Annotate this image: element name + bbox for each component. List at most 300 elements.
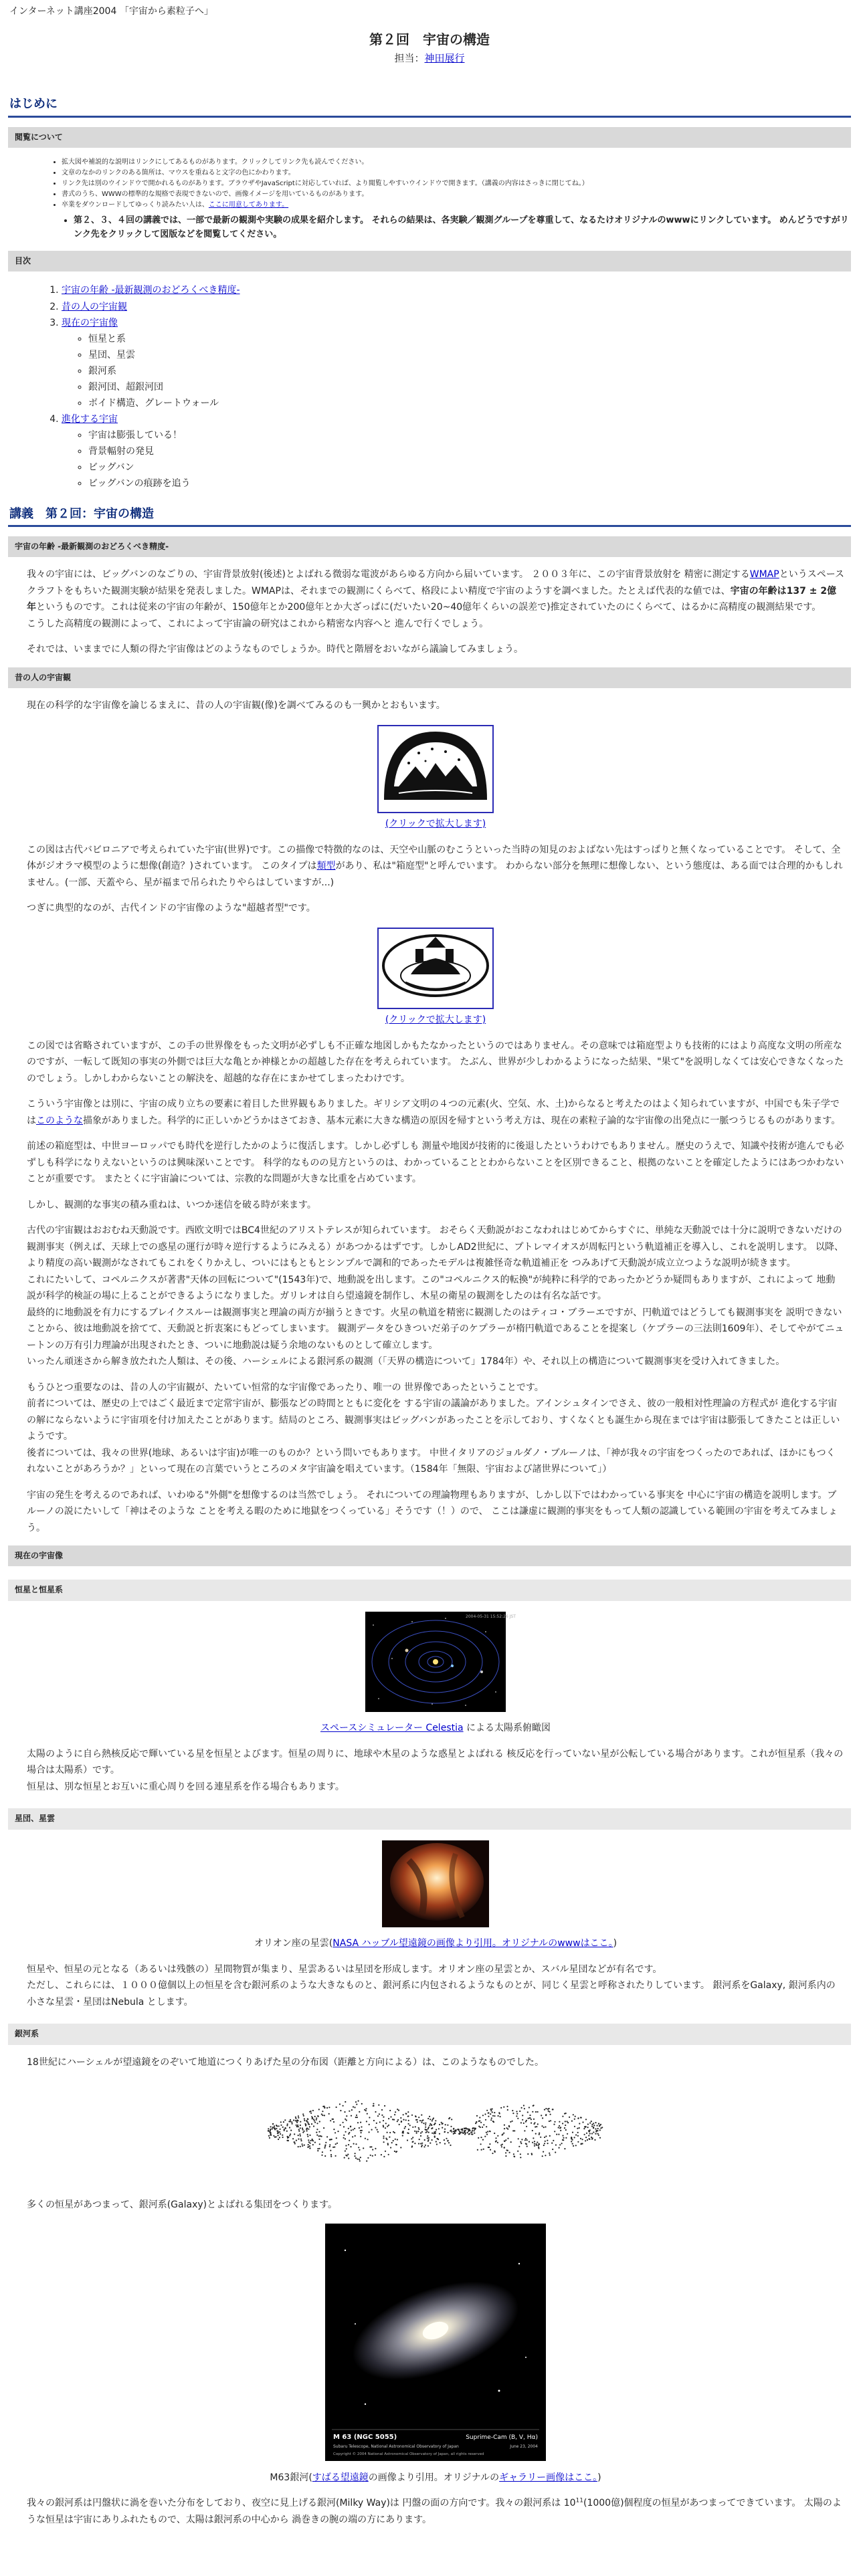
star-dot [526, 2126, 527, 2127]
star-dot [351, 2130, 352, 2131]
herschel-star-map-image [255, 2081, 616, 2181]
star-dot [469, 2130, 470, 2131]
star-dot [324, 2146, 326, 2147]
star-dot [308, 2139, 309, 2141]
star-dot [397, 2121, 398, 2122]
star-dot [369, 2147, 371, 2148]
star-dot [385, 2123, 387, 2124]
star-dot [345, 2139, 346, 2140]
star-dot [330, 2154, 332, 2155]
star-dot [524, 2108, 525, 2109]
section-galaxy [8, 2054, 851, 2529]
star-dot [276, 2137, 277, 2138]
star-dot [330, 2139, 331, 2141]
star-dot [312, 2110, 314, 2111]
star-dot [488, 2113, 489, 2114]
star-dot [298, 2135, 299, 2136]
star-dot [584, 2134, 585, 2135]
star-dot [295, 2117, 296, 2118]
star-dot [316, 2118, 317, 2119]
star-dot [359, 2161, 361, 2162]
star-dot [595, 2133, 596, 2135]
celestia-link[interactable]: スペースシミュレーター Celestia [320, 1723, 464, 1734]
star-dot [543, 2127, 545, 2128]
star-dot [377, 2115, 379, 2117]
star-dot [500, 2145, 502, 2146]
neo-confucian-link[interactable]: このような [36, 1115, 83, 1126]
star-dot [379, 2114, 380, 2115]
star-dot [405, 2126, 406, 2127]
star-dot [488, 2147, 489, 2148]
star-dot [518, 2146, 520, 2147]
toc-item [62, 315, 851, 411]
star-dot [538, 2148, 539, 2149]
star-dot [280, 2129, 281, 2130]
star-dot [437, 2138, 438, 2139]
star-dot [399, 2124, 400, 2125]
star-dot [317, 2148, 318, 2149]
star-dot [364, 2109, 365, 2111]
star-dot [448, 2132, 449, 2133]
section-stars [8, 1612, 851, 1796]
star-dot [308, 2144, 309, 2145]
star-dot [482, 2115, 484, 2116]
lecturer-link[interactable]: 神田展行 [424, 52, 465, 65]
star-dot [292, 2123, 293, 2125]
star-dot [552, 2149, 553, 2150]
star-dot [482, 2139, 484, 2141]
paragraph: それでは、いままでに人類の得た宇宙像はどのようなものでしょうか。時代と階層をおいながら議論してみましょう。 [27, 644, 523, 655]
toc-subitem: ◦ 銀河団、超銀河団 [88, 379, 851, 395]
babylon-world-image [379, 726, 492, 807]
star-dot [395, 2111, 396, 2113]
star-dot [349, 2132, 350, 2133]
star-dot [439, 2124, 440, 2125]
star-dot [597, 2133, 599, 2135]
paragraph: 宇宙の発生を考えるのであれば、いわゆる"外側"を想像するのは当然でしょう。 それについての理論物理もありますが、しかし以下ではわかっている事実を 中心に宇宙の構造を説明します。ブルーノの説にたいして「神はそのような ことを考える暇のために地獄をつくっている」そうです（！）ので、 ここは謙虚に観測的事実をもって人類の認識している範囲の宇宙を考えてみましょう。 [27, 1489, 838, 1533]
wmap-link[interactable]: WMAP [749, 569, 779, 580]
page-title: 第２回 宇宙の構造 [369, 31, 490, 47]
star-dot [494, 2115, 495, 2117]
star-dot [518, 2138, 519, 2139]
star-dot [537, 2111, 539, 2113]
star-dot [471, 2134, 472, 2135]
star-dot [550, 2114, 551, 2115]
star-dot [307, 2122, 308, 2123]
star-dot [492, 2112, 493, 2113]
star-dot [316, 2132, 317, 2133]
toc-item [62, 411, 851, 492]
star-dot [462, 2129, 463, 2130]
star-dot [369, 2117, 370, 2119]
star-dot [567, 2121, 568, 2123]
toc-subitem: ◦ ボイド構造、グレートウォール [88, 395, 851, 411]
star-dot [302, 2129, 304, 2131]
paragraph: 多くの恒星があつまって、銀河系(Galaxy)とよばれる集団をつくります。 [27, 2199, 337, 2210]
star-dot [272, 2123, 274, 2125]
orion-nebula-image [382, 1840, 489, 1927]
star-dot [439, 2133, 440, 2135]
gallery-link[interactable]: ギャラリー画像はここ。 [499, 2472, 598, 2483]
note-item: • 卒業をダウンロードしてゆっくり読みたい人は、ここに用意してあります。 [62, 200, 851, 211]
m63-galaxy-image [325, 2224, 546, 2461]
star-dot [279, 2137, 280, 2139]
star-dot [425, 2123, 426, 2124]
toc-link[interactable]: 昔の人の宇宙観 [62, 301, 127, 312]
babylon-image-link[interactable] [377, 725, 494, 814]
section-age [8, 566, 851, 658]
paragraph: 現在の科学的な宇宙像を論じるまえに、昔の人の宇宙観(像)を調べてみるのも一興かとおもいます。 [27, 700, 446, 712]
star-dot [506, 2106, 508, 2107]
star-dot [300, 2139, 302, 2140]
star-dot [381, 2115, 383, 2116]
star-dot [270, 2130, 271, 2131]
star-dot [535, 2127, 536, 2128]
star-dot [586, 2133, 587, 2134]
star-dot [310, 2113, 312, 2114]
star-dot [346, 2148, 347, 2149]
star-dot [335, 2132, 336, 2133]
star-dot [408, 2120, 409, 2121]
star-dot [486, 2132, 487, 2133]
star-dot [343, 2137, 345, 2139]
star-dot [545, 2127, 546, 2128]
star-dot [427, 2118, 429, 2119]
star-dot [308, 2123, 309, 2125]
star-dot [308, 2129, 309, 2130]
star-dot [318, 2109, 320, 2111]
star-dot [302, 2128, 303, 2129]
star-dot [434, 2123, 436, 2124]
star-dot [541, 2115, 542, 2117]
star-dot [462, 2131, 463, 2133]
star-dot [319, 2148, 320, 2149]
star-dot [412, 2141, 413, 2143]
star-dot [549, 2111, 550, 2113]
star-dot [390, 2117, 391, 2118]
star-dot [589, 2133, 591, 2135]
star-dot [298, 2117, 299, 2119]
star-dot [527, 2112, 529, 2113]
star-dot [349, 2140, 350, 2141]
download-link[interactable]: ここに用意してあります。 [208, 201, 289, 209]
star-dot [510, 2121, 511, 2123]
star-dot [351, 2109, 353, 2111]
star-dot [270, 2135, 271, 2136]
babylon-zoom-link[interactable]: (クリックで拡大します) [385, 819, 486, 830]
star-dot [478, 2137, 479, 2139]
star-dot [418, 2127, 419, 2129]
star-dot [545, 2114, 547, 2115]
star-dot [369, 2132, 370, 2133]
star-dot [294, 2134, 295, 2135]
star-dot [547, 2140, 548, 2141]
star-dot [304, 2123, 306, 2125]
star-dot [447, 2125, 448, 2126]
star-dot [486, 2126, 487, 2127]
star-dot [324, 2147, 325, 2149]
star-dot [527, 2139, 528, 2141]
paragraph: 前述の箱庭型は、中世ヨーロッパでも時代を逆行したかのように復活します。しかし必ずしも 測量や地図が技術的に後退したというわけでもありません。歴史のうえで、知識や技術が進んでも必ずしも科学になりえないというのは興味深いことです。 科学的なものの見方というのは、わかっていることとわからないことを区別できること、根拠のないことを確定したようにはあつかわないことが重要です。 またとくに宇宙論については、宗教的な問題が大きな比重を占めています。 [27, 1141, 844, 1185]
star-dot [329, 2146, 330, 2147]
star-dot [524, 2139, 526, 2141]
star-dot [298, 2126, 299, 2127]
star-dot [425, 2129, 427, 2131]
star-dot [375, 2127, 376, 2129]
star-dot [317, 2150, 318, 2151]
star-dot [427, 2145, 429, 2147]
toc-link[interactable]: 現在の宇宙像 [62, 317, 118, 328]
star-dot [286, 2131, 288, 2132]
star-dot [403, 2114, 404, 2115]
star-dot [351, 2115, 352, 2117]
star-dot [279, 2131, 280, 2133]
star-dot [502, 2135, 503, 2136]
bar-nebula: 星団、星雲 [8, 1808, 851, 1829]
star-dot [577, 2132, 579, 2133]
star-dot [539, 2134, 540, 2135]
star-dot [427, 2128, 429, 2129]
star-dot [282, 2137, 284, 2138]
star-dot [408, 2123, 409, 2125]
india-world-image [379, 929, 492, 1002]
star-dot [377, 2129, 378, 2131]
star-dot [348, 2144, 349, 2145]
star-dot [421, 2131, 423, 2133]
star-dot [402, 2135, 403, 2137]
star-dot [334, 2147, 335, 2148]
star-dot [340, 2110, 341, 2111]
star-dot [361, 2127, 362, 2128]
star-dot [277, 2133, 278, 2134]
star-dot [282, 2127, 284, 2128]
paragraph: この図は古代バビロニアで考えられていた宇宙(世界)です。この描像で特徴的なのは、天空や山脈のむこうといった当時の知見のおよばない先はすっぱりと無くなっていることです。 そして、全体がジオラマ模型のように想像(創造？)されています。 このタイプは類型があり、私は"箱庭型"と呼んでいます。 わからない部分を無理に想像しない、という態度は、ある面では合理的かもしれません。(一部、天蓋やら、星が福まで吊られたりやらはしていますが...) [27, 844, 843, 888]
star-dot [574, 2126, 575, 2127]
notice-bold [8, 213, 851, 241]
star-dot [600, 2128, 601, 2129]
star-dot [562, 2135, 563, 2137]
star-dot [468, 2131, 469, 2132]
star-dot [528, 2118, 529, 2119]
india-zoom-link[interactable]: (クリックで拡大します) [385, 1014, 486, 1026]
star-dot [512, 2110, 513, 2111]
star-dot [453, 2129, 454, 2130]
nasa-hubble-link[interactable]: NASA ハッブル望遠鏡の画像より引用。オリジナルのwwwはここ。 [332, 1938, 613, 1949]
section-old [8, 697, 851, 1536]
star-dot [509, 2152, 510, 2153]
star-dot [505, 2152, 506, 2153]
star-dot [494, 2133, 495, 2134]
star-dot [597, 2128, 599, 2129]
star-dot [573, 2145, 574, 2147]
star-dot [593, 2132, 594, 2133]
star-dot [490, 2149, 491, 2151]
star-dot [572, 2143, 573, 2145]
star-dot [490, 2109, 492, 2110]
star-dot [332, 2147, 334, 2148]
star-dot [481, 2149, 482, 2151]
subaru-link[interactable]: すばる望遠鏡 [312, 2472, 369, 2483]
star-dot [408, 2129, 409, 2130]
star-dot [324, 2145, 326, 2146]
star-dot [525, 2138, 527, 2139]
star-dot [415, 2119, 417, 2121]
paragraph: つぎに典型的なのが、古代インドの宇宙像のような"超越者型"です。 [27, 903, 316, 914]
star-dot [555, 2152, 556, 2153]
toc-item [62, 299, 851, 315]
star-dot [600, 2124, 601, 2125]
star-dot [529, 2117, 531, 2119]
star-dot [295, 2120, 296, 2121]
star-dot [582, 2139, 583, 2140]
figure-orion: オリオン座の星雲(NASA ハッブル望遠鏡の画像より引用。オリジナルのwwwはここ。) [27, 1840, 844, 1952]
star-dot [324, 2107, 325, 2109]
star-dot [355, 2101, 357, 2103]
star-dot [411, 2138, 412, 2139]
star-dot [560, 2130, 561, 2131]
star-dot [309, 2135, 310, 2136]
star-dot [311, 2123, 312, 2125]
star-dot [359, 2159, 360, 2160]
star-dot [337, 2143, 338, 2144]
star-dot [284, 2119, 286, 2121]
star-dot [565, 2121, 566, 2123]
star-dot [316, 2123, 318, 2124]
star-dot [434, 2136, 436, 2137]
star-dot [316, 2129, 318, 2130]
star-dot [579, 2127, 580, 2129]
star-dot [302, 2132, 304, 2133]
star-dot [352, 2137, 353, 2138]
star-dot [565, 2113, 567, 2114]
star-dot [539, 2133, 540, 2134]
star-dot [492, 2109, 493, 2110]
star-dot [354, 2155, 355, 2157]
star-dot [300, 2121, 301, 2123]
star-dot [555, 2145, 557, 2146]
star-dot [442, 2123, 444, 2125]
figure-herschel [27, 2081, 844, 2187]
star-dot [420, 2135, 421, 2137]
star-dot [492, 2153, 493, 2154]
star-dot [270, 2132, 271, 2133]
star-dot [575, 2116, 576, 2117]
star-dot [397, 2109, 398, 2110]
paragraph: この図では省略されていますが、この手の世界像をもった文明が必ずしも不正確な地図しかもたなかったというのではありません。その意味では箱庭型よりも技術的にはより高度な文明の所産なのですが、一転して既知の事実の外側では巨大な亀とか神様とかの超越した存在を考えられています。 たぶん、世界が少しわかるようになった結果、"果て"を説明しなくては安心できなくなったのでしょう。しかしわからないことの解決を、超越的な存在にまかせてしまったわけです。 [27, 1040, 844, 1084]
star-dot [372, 2155, 373, 2157]
star-dot [407, 2116, 409, 2117]
toc-link[interactable]: 宇宙の年齢 -最新観測のおどろくべき精度- [62, 285, 240, 296]
star-dot [594, 2139, 595, 2141]
star-dot [559, 2147, 560, 2149]
star-dot [411, 2115, 413, 2116]
toc-subitem: ◦ 銀河系 [88, 363, 851, 379]
star-dot [508, 2125, 510, 2127]
star-dot [589, 2131, 590, 2132]
star-dot [532, 2142, 533, 2143]
star-dot [268, 2128, 269, 2129]
star-dot [501, 2146, 502, 2147]
bar-stars: 恒星と恒星系 [8, 1580, 851, 1600]
star-dot [383, 2120, 384, 2121]
star-dot [520, 2153, 521, 2155]
star-dot [290, 2133, 291, 2135]
type-link[interactable]: 類型 [316, 861, 336, 872]
star-dot [565, 2125, 566, 2126]
bar-galaxy: 銀河系 [8, 2024, 851, 2044]
star-dot [507, 2150, 508, 2151]
star-dot [381, 2154, 382, 2155]
toc-link[interactable]: 進化する宇宙 [62, 414, 118, 425]
star-dot [340, 2125, 341, 2126]
star-dot [416, 2131, 417, 2132]
star-dot [421, 2115, 422, 2116]
star-dot [365, 2108, 367, 2109]
star-dot [543, 2151, 544, 2153]
star-dot [587, 2127, 589, 2128]
star-dot [578, 2117, 579, 2119]
star-dot [289, 2127, 290, 2129]
star-dot [516, 2116, 517, 2117]
star-dot [308, 2141, 310, 2143]
star-dot [544, 2143, 545, 2144]
star-dot [548, 2111, 549, 2112]
star-dot [306, 2131, 308, 2132]
star-dot [447, 2141, 448, 2142]
star-dot [314, 2122, 316, 2123]
bar-current: 現在の宇宙像 [8, 1545, 851, 1566]
star-dot [328, 2107, 330, 2108]
star-dot [278, 2125, 280, 2127]
star-dot [359, 2149, 360, 2151]
star-dot [348, 2158, 349, 2159]
star-dot [565, 2129, 567, 2131]
star-dot [564, 2127, 565, 2129]
star-dot [359, 2127, 360, 2129]
star-dot [313, 2119, 314, 2120]
star-dot [314, 2116, 316, 2117]
star-dot [359, 2111, 360, 2113]
star-dot [523, 2123, 524, 2124]
star-dot [272, 2129, 273, 2130]
star-dot [367, 2113, 368, 2115]
star-dot [432, 2127, 433, 2129]
star-dot [296, 2140, 297, 2141]
star-dot [428, 2137, 430, 2139]
star-dot [572, 2132, 573, 2133]
star-dot [367, 2139, 369, 2140]
india-image-link[interactable] [377, 928, 494, 1010]
star-dot [493, 2121, 494, 2123]
star-dot [529, 2115, 531, 2116]
section-nebula [8, 1840, 851, 2011]
star-dot [286, 2125, 288, 2127]
m63-instrument: Suprime-Cam (B, V, Hα) [466, 2434, 538, 2442]
star-dot [354, 2128, 355, 2129]
star-dot [504, 2125, 505, 2126]
star-dot [480, 2143, 482, 2145]
star-dot [282, 2135, 283, 2136]
star-dot [298, 2139, 299, 2140]
star-dot [480, 2137, 482, 2138]
star-dot [373, 2105, 374, 2107]
star-dot [298, 2129, 300, 2131]
star-dot [306, 2120, 307, 2121]
star-dot [466, 2129, 468, 2130]
star-dot [287, 2136, 288, 2137]
star-dot [310, 2140, 312, 2141]
star-dot [524, 2131, 525, 2132]
